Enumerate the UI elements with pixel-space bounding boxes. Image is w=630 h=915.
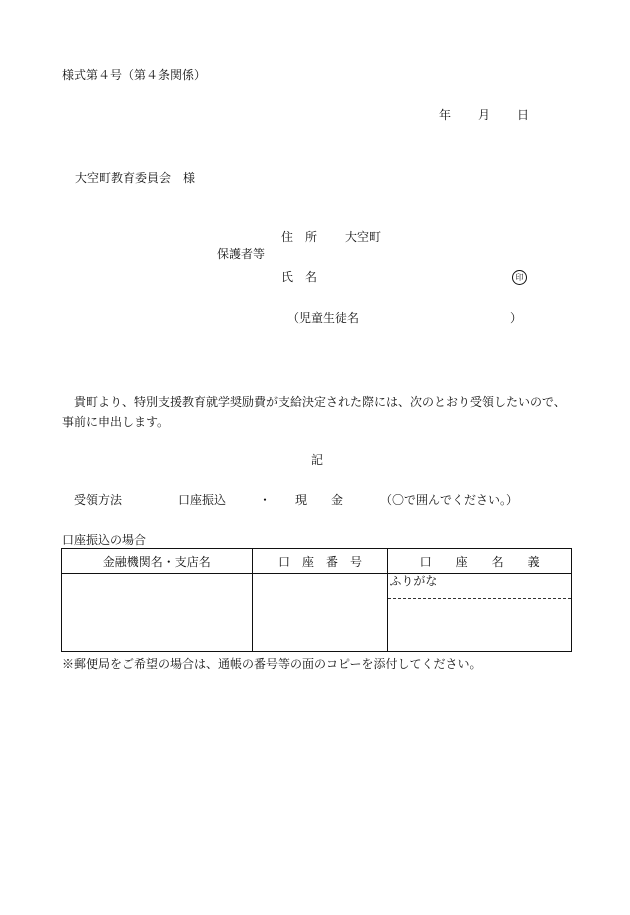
table-header-row [62,549,572,574]
form-number: 様式第４号（第４条関係） [62,68,207,82]
recipient: 大空町教育委員会 様 [75,171,196,185]
table-input-row [62,574,572,652]
footnote: ※郵便局をご希望の場合は、通帳の番号等の面のコピーを添付してください。 [62,657,482,671]
method-separator: ・ [259,493,272,507]
name-label: 氏 名 [281,270,318,284]
child-name-label: （児童生徒名 [287,311,360,325]
date-day-label: 日 [517,108,530,122]
guardian-label: 保護者等 [217,247,266,261]
address-value: 大空町 [345,230,382,244]
account-case-label: 口座振込の場合 [62,533,147,547]
date-year-label: 年 [439,108,452,122]
account-table [61,548,572,652]
seal-mark: 印 [512,270,527,285]
account-holder-field[interactable] [388,574,572,652]
furigana-divider [388,598,571,599]
header-bank-branch: 金融機関名・支店名 [62,549,253,574]
header-account-number: 口 座 番 号 [252,549,388,574]
method-cash-option[interactable]: 現 金 [295,493,344,507]
request-body: 貴町より、特別支援教育就学奨励費が支給決定された際には、次のとおり受領したいので、事前に申出します。 [62,395,566,429]
furigana-label: ふりがな [389,574,438,588]
child-name-close: ） [510,311,523,325]
header-account-holder: 口 座 名 義 [388,549,572,574]
method-label: 受領方法 [74,493,123,507]
method-transfer-option[interactable]: 口座振込 [178,493,227,507]
method-note: （〇で囲んでください。） [380,493,519,507]
address-label: 住 所 [281,230,318,244]
date-month-label: 月 [478,108,491,122]
bank-branch-field[interactable] [62,574,253,652]
ki-heading: 記 [311,453,324,467]
account-number-field[interactable] [252,574,388,652]
